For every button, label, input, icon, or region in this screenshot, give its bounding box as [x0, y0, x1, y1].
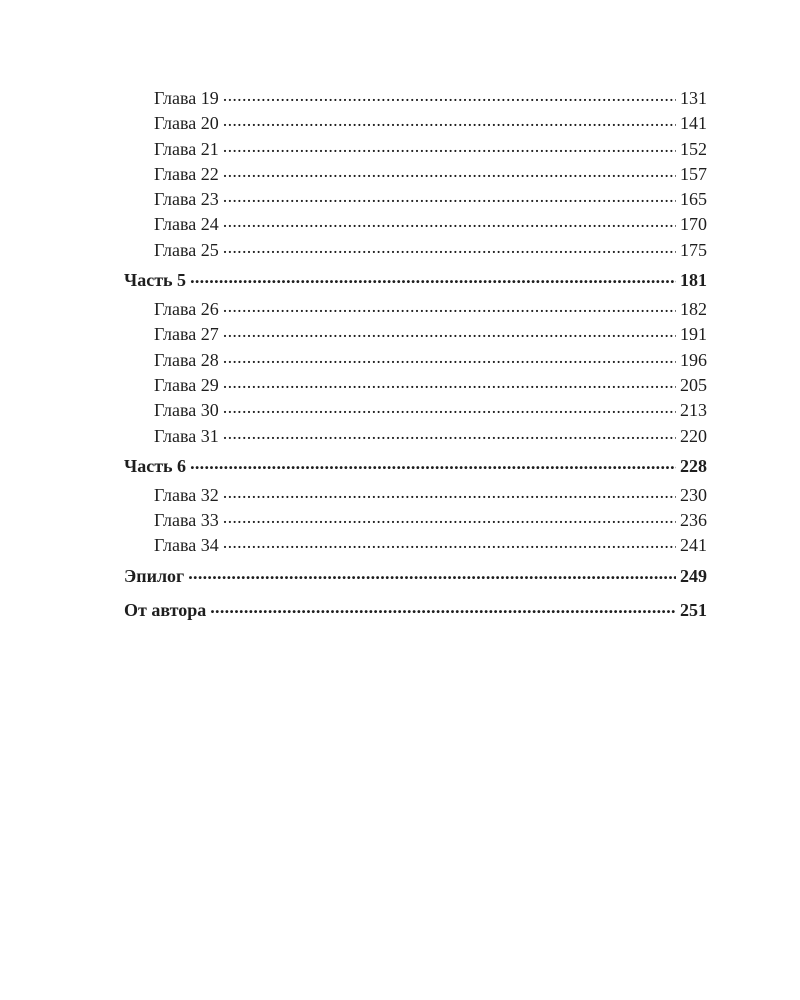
- dot-leader: [223, 398, 676, 416]
- toc-entry-chapter-31: [124, 424, 707, 449]
- toc-entry-chapter-21: [124, 137, 707, 162]
- toc-entry-label: Глава 29: [154, 374, 219, 395]
- toc-entry-chapter-25: [124, 238, 707, 263]
- toc-entry-label: Эпилог: [124, 565, 185, 586]
- toc-entry-chapter-26: [124, 297, 707, 322]
- toc-entry-chapter-20: [124, 111, 707, 136]
- toc-entry-page: 141: [680, 113, 707, 134]
- dot-leader: [190, 454, 676, 472]
- dot-leader: [223, 424, 676, 442]
- toc-entry-page: 205: [680, 374, 707, 395]
- dot-leader: [223, 297, 676, 315]
- toc-entry-chapter-33: [124, 508, 707, 533]
- toc-entry-label: Глава 34: [154, 535, 219, 556]
- toc-entry-label: Часть 5: [124, 270, 187, 291]
- toc-entry-chapter-24: [124, 212, 707, 237]
- dot-leader: [190, 268, 676, 286]
- toc-entry-part-6: [124, 449, 707, 483]
- toc-entry-page: 170: [680, 214, 707, 235]
- toc-entry-page: 131: [680, 88, 707, 108]
- toc-entry-page: 230: [680, 484, 707, 505]
- toc-entry-chapter-22: [124, 162, 707, 187]
- toc-entry-label: Глава 23: [154, 189, 219, 210]
- toc-entry-epilogue: [124, 559, 707, 593]
- toc-entry-label: Глава 31: [154, 425, 219, 446]
- dot-leader: [223, 86, 676, 104]
- dot-leader: [223, 533, 676, 551]
- dot-leader: [223, 212, 676, 230]
- toc-entry-label: Глава 26: [154, 299, 219, 320]
- toc-entry-page: 175: [680, 239, 707, 260]
- dot-leader: [223, 162, 676, 180]
- toc-entry-page: 228: [680, 455, 707, 476]
- dot-leader: [223, 373, 676, 391]
- toc-entry-page: 220: [680, 425, 707, 446]
- toc-entry-chapter-32: [124, 483, 707, 508]
- toc-entry-chapter-30: [124, 398, 707, 423]
- toc-entry-label: Глава 22: [154, 163, 219, 184]
- toc-entry-page: 165: [680, 189, 707, 210]
- toc-entry-page: 213: [680, 400, 707, 421]
- toc-entry-chapter-27: [124, 322, 707, 347]
- toc-entry-label: Глава 32: [154, 484, 219, 505]
- toc-entry-label: Глава 25: [154, 239, 219, 260]
- toc-entry-label: Глава 33: [154, 510, 219, 531]
- toc-entry-page: 152: [680, 138, 707, 159]
- toc-entry-page: 191: [680, 324, 707, 345]
- toc-entry-chapter-29: [124, 373, 707, 398]
- toc-entry-page: 181: [680, 270, 707, 291]
- toc-entry-label: Часть 6: [124, 455, 187, 476]
- toc-entry-label: От автора: [124, 599, 207, 620]
- toc-entry-page: 182: [680, 299, 707, 320]
- toc-entry-page: 157: [680, 163, 707, 184]
- toc-entry-label: Глава 27: [154, 324, 219, 345]
- dot-leader: [223, 238, 676, 256]
- toc-entry-label: Глава 28: [154, 349, 219, 370]
- toc-entry-chapter-28: [124, 348, 707, 373]
- toc-entry-chapter-34: [124, 533, 707, 558]
- toc-entry-label: Глава 21: [154, 138, 219, 159]
- table-of-contents: [124, 86, 707, 627]
- toc-entry-page: 196: [680, 349, 707, 370]
- dot-leader: [223, 322, 676, 340]
- dot-leader: [188, 564, 676, 582]
- toc-entry-page: 236: [680, 510, 707, 531]
- toc-entry-page: 249: [680, 565, 707, 586]
- toc-entry-label: Глава 24: [154, 214, 219, 235]
- toc-entry-label: Глава 20: [154, 113, 219, 134]
- toc-entry-part-5: [124, 263, 707, 297]
- toc-entry-label: Глава 30: [154, 400, 219, 421]
- toc-entry-chapter-19: [124, 86, 707, 111]
- dot-leader: [210, 598, 676, 616]
- toc-entry-page: 241: [680, 535, 707, 556]
- dot-leader: [223, 137, 676, 155]
- dot-leader: [223, 508, 676, 526]
- dot-leader: [223, 187, 676, 205]
- dot-leader: [223, 111, 676, 129]
- toc-entry-page: 251: [680, 599, 707, 620]
- dot-leader: [223, 348, 676, 366]
- dot-leader: [223, 483, 676, 501]
- toc-entry-chapter-23: [124, 187, 707, 212]
- toc-entry-label: Глава 19: [154, 88, 219, 108]
- toc-entry-from-author: [124, 593, 707, 627]
